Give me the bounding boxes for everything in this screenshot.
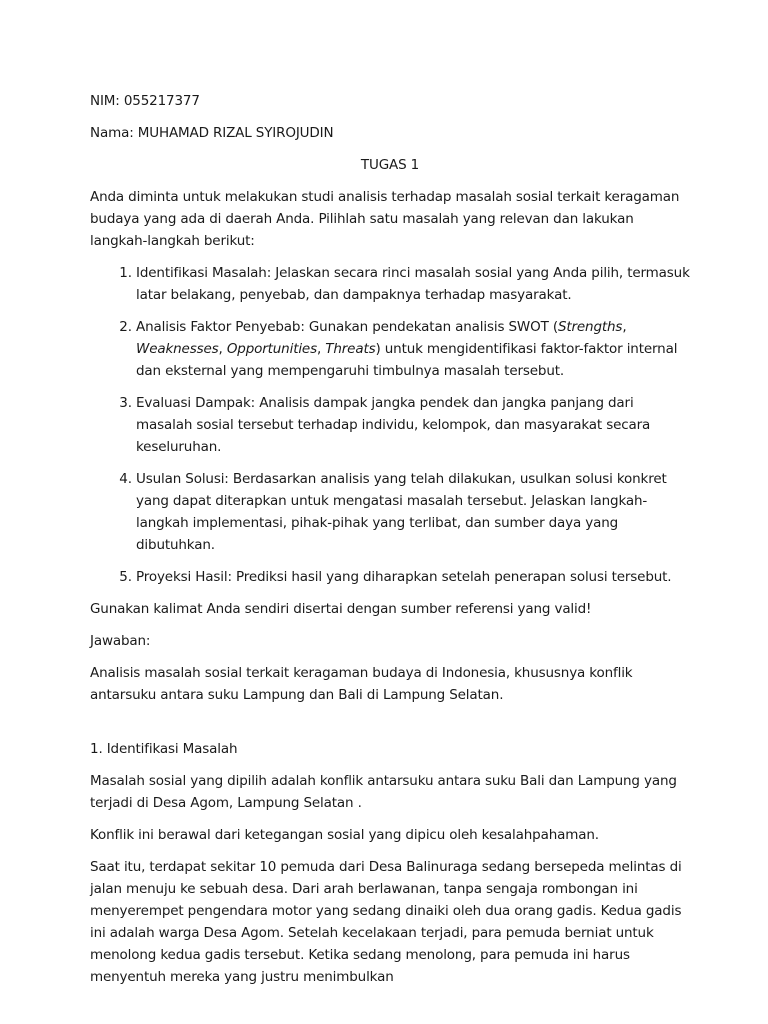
instruction-paragraph: Gunakan kalimat Anda sendiri disertai dengan sumber referensi yang valid! bbox=[90, 601, 592, 617]
task-2-comma-1: , bbox=[622, 319, 627, 335]
section-1-heading: 1. Identifikasi Masalah bbox=[90, 741, 238, 757]
task-item-1: 1. Identifikasi Masalah: Jelaskan secara rinci masalah sosial yang Anda pilih, termasuk latar belakang, penyebab, dan dampaknya terhadap masyarakat. bbox=[136, 262, 690, 306]
task-2-comma-3: , bbox=[316, 341, 326, 357]
section-1-paragraph: Masalah sosial yang dipilih adalah konflik antarsuku antara suku Bali dan Lampung yang terjadi di Desa Agom, Lampung Selatan . bbox=[90, 773, 677, 811]
name-line: Nama: MUHAMAD RIZAL SYIROJUDIN bbox=[90, 125, 334, 141]
swot-threats: Threats bbox=[325, 341, 376, 357]
task-2-comma-2: , bbox=[218, 341, 227, 357]
intro-paragraph: Anda diminta untuk melakukan studi analisis terhadap masalah sosial terkait keragaman budaya yang ada di daerah Anda. Pilihlah satu masalah yang relevan dan lakukan langkah-langkah berikut: bbox=[90, 189, 680, 249]
swot-strengths: Strengths bbox=[557, 319, 623, 335]
nim-line: NIM: 055217377 bbox=[90, 93, 200, 109]
section-1-paragraph: Saat itu, terdapat sekitar 10 pemuda dari Desa Balinuraga sedang bersepeda melintas di jalan menuju ke sebuah desa. Dari arah berlawanan, tanpa sengaja rombongan ini menyerempet pengendara motor yang sedang dinaiki oleh dua orang gadis. Kedua gadis ini adalah warga Desa Agom. Setelah kecelakaan terjadi, para pemuda berniat untuk menolong kedua gadis tersebut. Ketika sedang menolong, para pemuda ini harus menyentuh mereka yang justru menimbulkan bbox=[90, 859, 682, 985]
document-body bbox=[90, 90, 690, 998]
answer-label: Jawaban: bbox=[90, 633, 151, 649]
spacer bbox=[90, 716, 690, 738]
task-item-4: 4. Usulan Solusi: Berdasarkan analisis yang telah dilakukan, usulkan solusi konkret yang dapat diterapkan untuk mengatasi masalah tersebut. Jelaskan langkah-langkah implementasi, pihak-pihak yang terlibat, dan sumber daya yang dibutuhkan. bbox=[136, 468, 690, 556]
section-1-paragraph: Konflik ini berawal dari ketegangan sosial yang dipicu oleh kesalahpahaman. bbox=[90, 827, 599, 843]
task-item-5: 5. Proyeksi Hasil: Prediksi hasil yang diharapkan setelah penerapan solusi tersebut. bbox=[136, 566, 690, 588]
task-item-3: 3. Evaluasi Dampak: Analisis dampak jangka pendek dan jangka panjang dari masalah sosial tersebut terhadap individu, kelompok, dan masyarakat secara keseluruhan. bbox=[136, 392, 690, 458]
task-2-text-start: Analisis Faktor Penyebab: Gunakan pendekatan analisis SWOT ( bbox=[136, 319, 558, 335]
document-title: TUGAS 1 bbox=[360, 157, 420, 173]
task-item-2 bbox=[136, 316, 690, 382]
task-list bbox=[90, 262, 690, 588]
task-2-text-end: ) untuk mengidentifikasi faktor-faktor internal dan eksternal yang mempengaruhi timbulnya masalah tersebut. bbox=[136, 341, 678, 379]
swot-weaknesses: Weaknesses bbox=[136, 341, 219, 357]
answer-intro: Analisis masalah sosial terkait keragaman budaya di Indonesia, khususnya konflik antarsuku antara suku Lampung dan Bali di Lampung Selatan. bbox=[90, 665, 633, 703]
swot-opportunities: Opportunities bbox=[226, 341, 317, 357]
